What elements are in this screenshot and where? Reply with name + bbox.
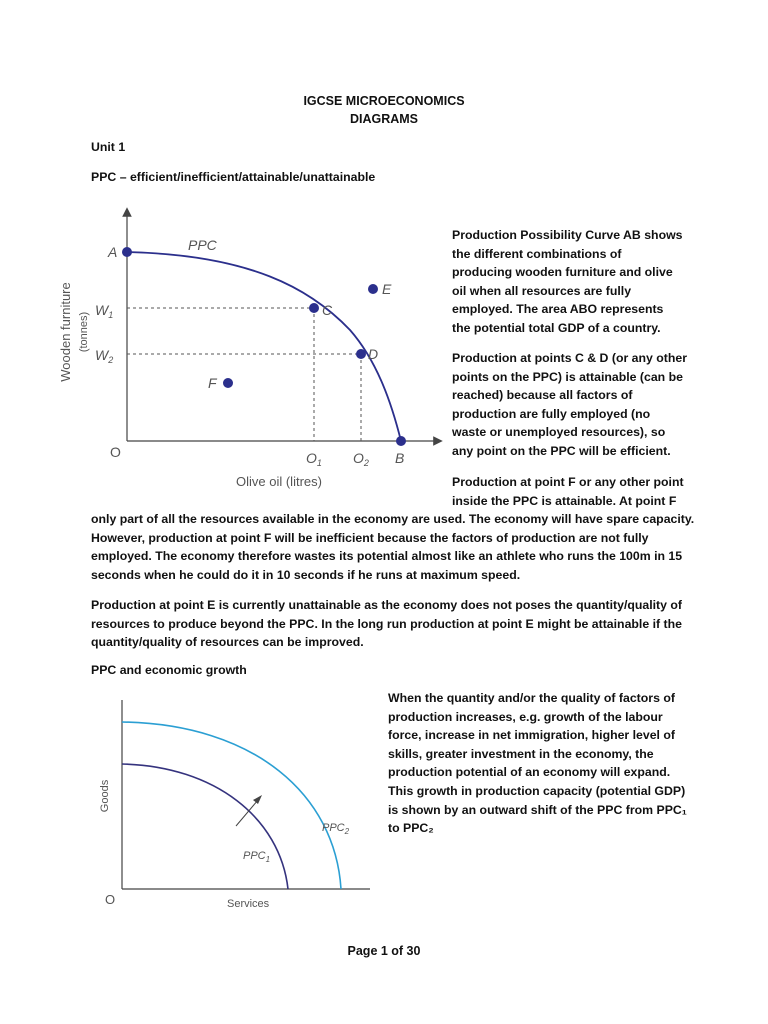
point-c-dot: [309, 303, 319, 313]
page-number: Page 1 of 30: [347, 944, 421, 958]
ppc-diagram: [50, 200, 450, 500]
para-line: Production at points C & D (or any other: [452, 351, 688, 365]
doc-title-line2: DIAGRAMS: [349, 112, 419, 126]
ppc1-curve: [122, 764, 288, 889]
o1-label: $O_1$: [306, 450, 322, 468]
para-line: production are fully employed (no: [452, 406, 651, 421]
point-a-dot: [122, 247, 132, 257]
point-f-dot: [223, 378, 233, 388]
para-point-e: [91, 596, 682, 652]
section1-heading: PPC – efficient/inefficient/attainable/unattainable: [91, 170, 376, 184]
para-line: seconds when he could do it in 10 seconds if he runs at maximum speed.: [91, 567, 521, 582]
ppc2-curve: [122, 722, 341, 889]
para-line: employed. The area ABO represents: [452, 302, 664, 317]
para-line: only part of all the resources available in the economy are used. The economy will have spare capacity.: [91, 512, 695, 526]
para-line: employed. The economy therefore wastes its potential almost like an athlete who runs the 100m in 15: [91, 549, 683, 564]
point-c-label: C: [322, 302, 333, 318]
para-line: skills, greater investment in the economy, the: [388, 746, 654, 761]
x-axis-title: Services: [227, 898, 270, 910]
para-line: force, increase in net immigration, higher level of: [388, 728, 676, 743]
point-e-dot: [368, 284, 378, 294]
para-line: resources to produce beyond the PPC. In the long run production at point E might be attainable if the: [91, 616, 682, 631]
point-f-label: F: [208, 375, 217, 391]
para-line: points on the PPC) is attainable (can be: [452, 369, 683, 384]
para-economic-growth: [388, 689, 687, 838]
ppc1-label: $PPC_1$: [243, 850, 271, 864]
y-axis-title: Wooden furniture: [58, 282, 73, 382]
shift-arrow-head: [253, 795, 262, 804]
ppc2-label: $PPC_2$: [322, 822, 350, 836]
para-point-f-cont: [91, 510, 694, 584]
para-line: Production at point F or any other point: [452, 475, 684, 489]
point-d-label: D: [368, 346, 379, 362]
point-b-dot: [396, 436, 406, 446]
para-line: quantity/quality of resources can be improved.: [91, 635, 364, 650]
w1-label: $W_1$: [95, 302, 114, 320]
origin-label: O: [105, 892, 116, 907]
para-line: waste or unemployed resources), so: [452, 425, 666, 440]
ppc-curve-label: PPC: [188, 237, 217, 253]
para-line: However, production at point F will be inefficient because the factors of production are not fully: [91, 530, 649, 545]
para-line: is shown by an outward shift of the PPC from PPC₁: [388, 802, 687, 817]
para-line: producing wooden furniture and olive: [452, 265, 673, 280]
para-line: any point on the PPC will be efficient.: [452, 443, 671, 458]
para-line: production potential of an economy will expand.: [388, 765, 671, 780]
x-axis-title: Olive oil (litres): [236, 474, 322, 489]
growth-diagram: [85, 690, 375, 915]
y-axis-unit: (tonnes): [78, 311, 90, 353]
para-line: the different combinations of: [452, 246, 622, 261]
shift-arrow: [236, 800, 258, 826]
para-line: production increases, e.g. growth of the labour: [388, 709, 663, 724]
doc-title-line1: IGCSE MICROECONOMICS: [303, 94, 465, 108]
para-line: reached) because all factors of: [452, 388, 633, 403]
para-line: Production at point E is currently unattainable as the economy does not poses the quantity/quality of: [91, 598, 683, 612]
unit-label: Unit 1: [91, 140, 126, 154]
para-line: inside the PPC is attainable. At point F: [452, 493, 677, 508]
o2-label: $O_2$: [353, 450, 369, 468]
point-d-dot: [356, 349, 366, 359]
y-axis-title: Goods: [99, 779, 111, 813]
w2-label: $W_2$: [95, 347, 114, 365]
para-line: When the quantity and/or the quality of factors of: [388, 691, 675, 705]
para-point-f-start: [452, 473, 684, 510]
point-e-label: E: [382, 281, 392, 297]
para-line: Production Possibility Curve AB shows: [452, 228, 683, 242]
para-attainable: [452, 349, 687, 461]
point-a-label: A: [108, 244, 118, 260]
para-line: This growth in production capacity (potential GDP): [388, 783, 686, 798]
ppc-curve: [127, 252, 401, 441]
point-b-label: B: [395, 450, 405, 466]
para-ppc-intro: [452, 226, 683, 338]
para-line: to PPC₂: [388, 821, 434, 836]
para-line: the potential total GDP of a country.: [452, 320, 661, 335]
para-line: oil when all resources are fully: [452, 283, 632, 298]
section2-heading: PPC and economic growth: [91, 663, 247, 677]
origin-label: O: [110, 444, 121, 460]
